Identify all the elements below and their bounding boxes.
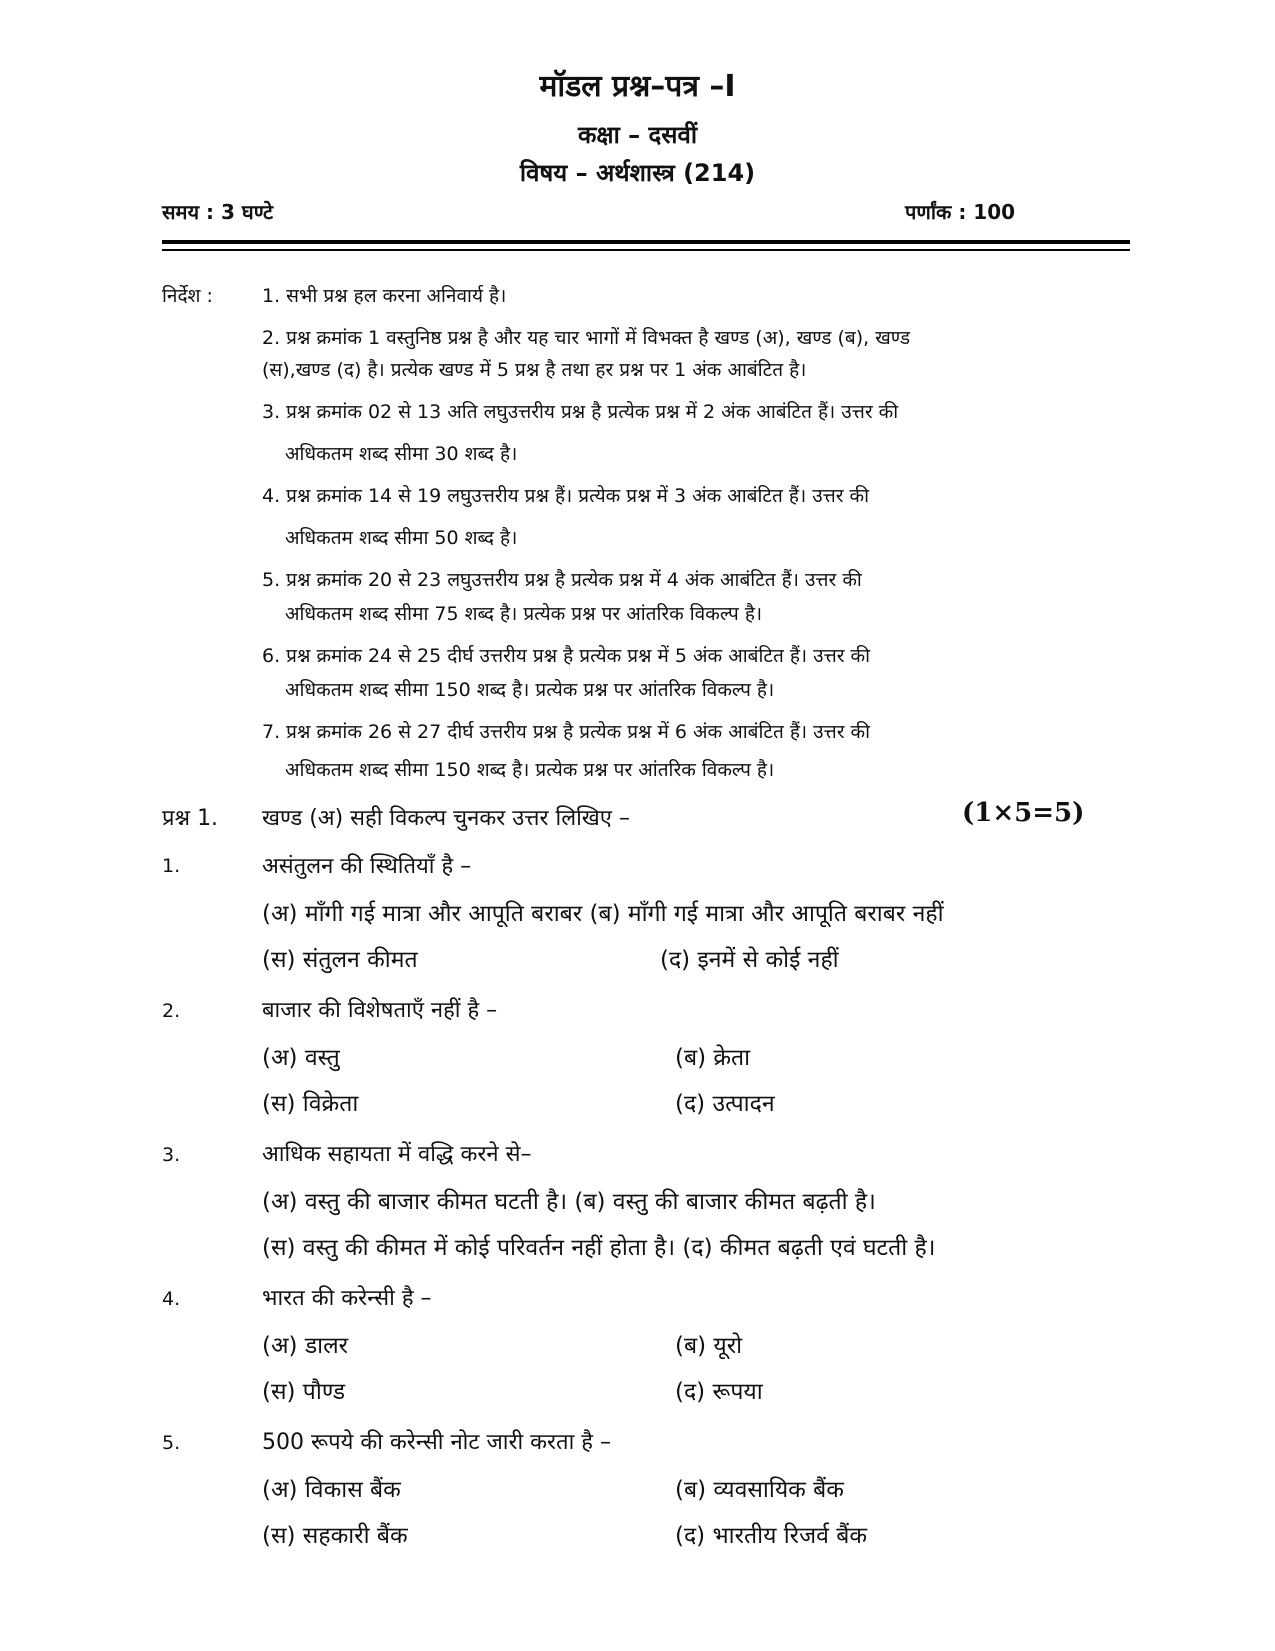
question-option: (अ) डालर (262, 1333, 349, 1359)
question-text: 500 रूपये की करेन्सी नोट जारी करता है – (262, 1430, 611, 1455)
instruction-line: 6. प्रश्न क्रमांक 24 से 25 दीर्घ उत्तरीय प्रश्न है प्रत्येक प्रश्न में 5 अंक आबंटित हैं। उत्तर की (262, 645, 871, 667)
header-rule-thick (162, 240, 1130, 244)
instructions-label: निर्देश : (162, 285, 213, 307)
instruction-line: अधिकतम शब्द सीमा 50 शब्द है। (285, 527, 518, 549)
question-option: (स) सहकारी बैंक (262, 1523, 408, 1549)
question-option: (द) भारतीय रिजर्व बैंक (675, 1523, 868, 1549)
question-number: 2. (162, 1000, 181, 1022)
header-rule-thin (162, 249, 1130, 251)
question-number: 1. (162, 855, 181, 877)
instruction-line: 3. प्रश्न क्रमांक 02 से 13 अति लघुउत्तरीय प्रश्न है प्रत्येक प्रश्न में 2 अंक आबंटित हैं। उत्तर की (262, 401, 899, 423)
section-heading: खण्ड (अ) सही विकल्प चुनकर उत्तर लिखिए – (262, 806, 630, 831)
class-line: कक्षा – दसवीं (577, 121, 698, 149)
question-option: (ब) क्रेता (675, 1045, 751, 1071)
subject-line: विषय – अर्थशास्त्र (214) (519, 159, 756, 187)
question-text: भारत की करेन्सी है – (262, 1286, 432, 1311)
question-number: 3. (162, 1144, 181, 1166)
question-text: असंतुलन की स्थितियाँ है – (262, 854, 472, 879)
question-option: (द) इनमें से कोई नहीं (660, 947, 839, 973)
question-option: (अ) विकास बैंक (262, 1477, 401, 1503)
question-number: 4. (162, 1288, 181, 1310)
time-allowed: समय : 3 घण्टे (162, 200, 274, 224)
paper-title: मॉडल प्रश्न–पत्र –I (539, 69, 736, 104)
instruction-line: अधिकतम शब्द सीमा 30 शब्द है। (285, 443, 518, 465)
instruction-line: अधिकतम शब्द सीमा 75 शब्द है। प्रत्येक प्रश्न पर आंतरिक विकल्प है। (285, 603, 763, 625)
instruction-line: 1. सभी प्रश्न हल करना अनिवार्य है। (262, 285, 507, 307)
question-option: (द) उत्पादन (675, 1091, 775, 1117)
instruction-line: 5. प्रश्न क्रमांक 20 से 23 लघुउत्तरीय प्रश्न है प्रत्येक प्रश्न में 4 अंक आबंटित हैं। उत्तर की (262, 569, 862, 591)
instruction-line: 4. प्रश्न क्रमांक 14 से 19 लघुउत्तरीय प्रश्न हैं। प्रत्येक प्रश्न में 3 अंक आबंटित हैं। उत्तर की (262, 485, 870, 507)
question-option: (द) रूपया (675, 1379, 763, 1405)
question-option: (अ) माँगी गई मात्रा और आपूति बराबर (ब) माँगी गई मात्रा और आपूति बराबर नहीं (262, 901, 944, 927)
instruction-line: अधिकतम शब्द सीमा 150 शब्द है। प्रत्येक प्रश्न पर आंतरिक विकल्प है। (285, 679, 775, 701)
max-marks: पर्णांक : 100 (905, 200, 1016, 224)
question-option: (ब) यूरो (675, 1333, 743, 1359)
question-text: आधिक सहायता में वद्धि करने से– (262, 1142, 532, 1167)
question-option: (स) पौण्ड (262, 1379, 346, 1405)
question-option: (स) वस्तु की कीमत में कोई परिवर्तन नहीं होता है। (द) कीमत बढ़ती एवं घटती है। (262, 1235, 936, 1261)
instruction-line: अधिकतम शब्द सीमा 150 शब्द है। प्रत्येक प्रश्न पर आंतरिक विकल्प है। (285, 759, 775, 781)
question-option: (अ) वस्तु (262, 1045, 340, 1071)
section-label: प्रश्न 1. (162, 806, 219, 831)
section-marks: (1×5=5) (962, 798, 1085, 828)
question-number: 5. (162, 1432, 181, 1454)
question-option: (स) संतुलन कीमत (262, 947, 418, 973)
instruction-line: 2. प्रश्न क्रमांक 1 वस्तुनिष्ठ प्रश्न है और यह चार भागों में विभक्त है खण्ड (अ), खण्ड (ब), खण्ड (262, 327, 910, 349)
instruction-line: (स),खण्ड (द) है। प्रत्येक खण्ड में 5 प्रश्न है तथा हर प्रश्न पर 1 अंक आबंटित है। (262, 359, 807, 381)
question-text: बाजार की विशेषताएँ नहीं है – (262, 998, 498, 1023)
question-option: (अ) वस्तु की बाजार कीमत घटती है। (ब) वस्तु की बाजार कीमत बढ़ती है। (262, 1189, 876, 1215)
question-option: (ब) व्यवसायिक बैंक (675, 1477, 844, 1503)
question-option: (स) विक्रेता (262, 1091, 359, 1117)
instruction-line: 7. प्रश्न क्रमांक 26 से 27 दीर्घ उत्तरीय प्रश्न है प्रत्येक प्रश्न में 6 अंक आबंटित हैं। उत्तर की (262, 721, 871, 743)
